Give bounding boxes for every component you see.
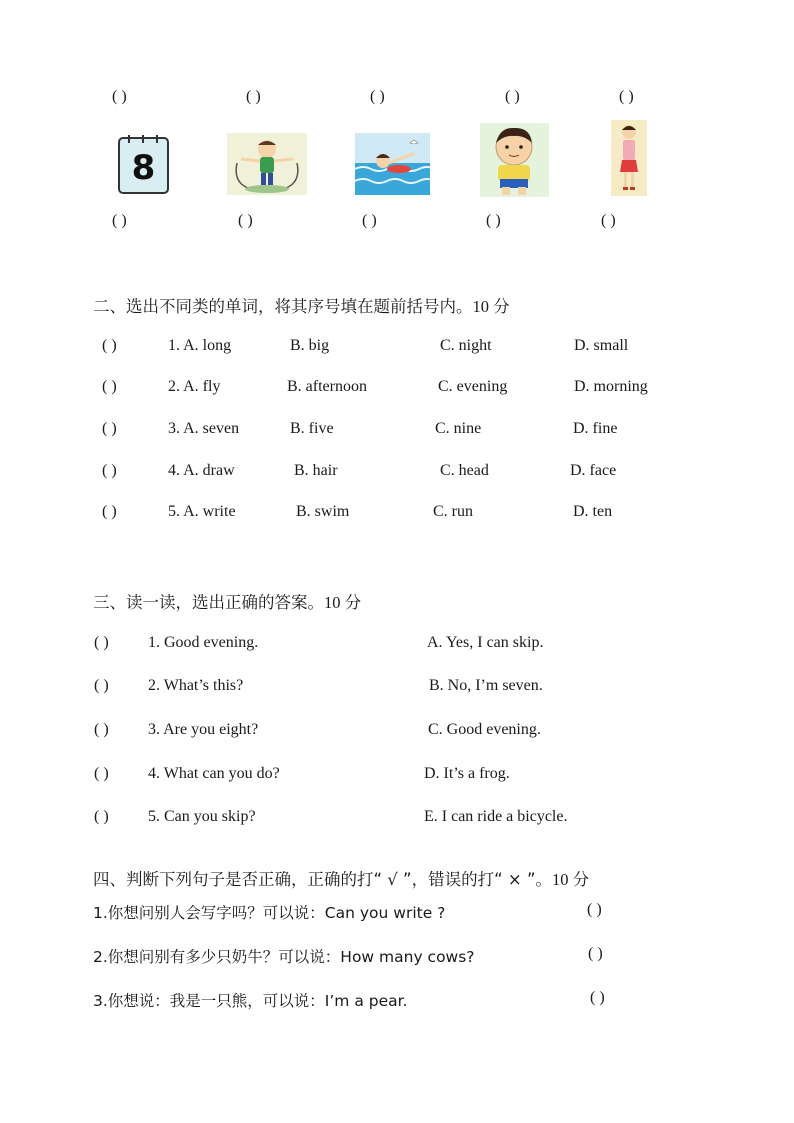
section-2-heading-text: 二、选出不同类的单词，将其序号填在题前括号内。 — [93, 297, 473, 316]
answer-paren[interactable]: ( ) — [94, 677, 109, 694]
option-d: D. ten — [573, 503, 613, 520]
answer-paren-top-1[interactable]: ( ) — [112, 88, 127, 105]
option-c: C. evening — [438, 378, 508, 395]
option-d: D. morning — [574, 378, 648, 395]
answer-paren[interactable]: ( ) — [590, 989, 605, 1006]
answer-paren-bottom-4[interactable]: ( ) — [486, 212, 501, 229]
option-b: B. afternoon — [287, 378, 367, 395]
answer-paren[interactable]: ( ) — [102, 420, 117, 437]
option-c: C. nine — [435, 420, 482, 437]
section-3-score: 10 分 — [324, 593, 362, 612]
answer-paren[interactable]: ( ) — [94, 808, 109, 825]
answer-paren[interactable]: ( ) — [102, 337, 117, 354]
girl-standing-picture — [611, 120, 647, 196]
answer-paren-top-3[interactable]: ( ) — [370, 88, 385, 105]
option-a: 2. A. fly — [168, 378, 221, 395]
statement-text: 1.你想问别人会写字吗？可以说：Can you write ? — [93, 904, 446, 922]
answer-paren[interactable]: ( ) — [94, 634, 109, 651]
section-4-heading-text: 四、判断下列句子是否正确，正确的打“ √ ”，错误的打“ × ”。 — [93, 870, 553, 889]
girl-swimming-picture — [355, 133, 430, 195]
question-text: 4. What can you do? — [148, 765, 280, 782]
option-a: 4. A. draw — [168, 462, 235, 479]
answer-option: B. No, I’m seven. — [429, 677, 543, 694]
option-b: B. hair — [294, 462, 338, 479]
option-d: D. fine — [573, 420, 618, 437]
question-text: 2. What’s this? — [148, 677, 244, 694]
answer-paren-bottom-1[interactable]: ( ) — [112, 212, 127, 229]
calendar-number: 8 — [131, 148, 156, 188]
boy-standing-picture — [480, 123, 549, 197]
question-text: 1. Good evening. — [148, 634, 259, 651]
answer-paren-top-2[interactable]: ( ) — [246, 88, 261, 105]
answer-paren-top-5[interactable]: ( ) — [619, 88, 634, 105]
option-b: B. swim — [296, 503, 350, 520]
calendar-eight-picture — [117, 133, 170, 195]
answer-paren-bottom-5[interactable]: ( ) — [601, 212, 616, 229]
option-d: D. face — [570, 462, 617, 479]
section-3-heading — [93, 589, 361, 613]
option-a: 3. A. seven — [168, 420, 240, 437]
answer-paren[interactable]: ( ) — [102, 462, 117, 479]
answer-paren-bottom-2[interactable]: ( ) — [238, 212, 253, 229]
section-4-heading — [93, 866, 589, 890]
option-c: C. run — [433, 503, 473, 520]
answer-paren[interactable]: ( ) — [587, 901, 602, 918]
option-b: B. five — [290, 420, 334, 437]
section-3-heading-text: 三、读一读，选出正确的答案。 — [93, 593, 324, 612]
section-2-score: 10 分 — [472, 297, 510, 316]
option-b: B. big — [290, 337, 330, 354]
answer-paren[interactable]: ( ) — [94, 721, 109, 738]
boy-skipping-picture — [227, 133, 307, 195]
question-text: 5. Can you skip? — [148, 808, 256, 825]
option-c: C. night — [440, 337, 492, 354]
answer-paren-bottom-3[interactable]: ( ) — [362, 212, 377, 229]
answer-option: E. I can ride a bicycle. — [424, 808, 568, 825]
statement-text: 3.你想说：我是一只熊，可以说：I’m a pear. — [93, 992, 408, 1010]
answer-option: A. Yes, I can skip. — [427, 634, 544, 651]
answer-paren[interactable]: ( ) — [588, 945, 603, 962]
section-4-score: 10 分 — [552, 870, 590, 889]
statement-text: 2.你想问别有多少只奶牛？可以说：How many cows? — [93, 948, 475, 966]
option-a: 1. A. long — [168, 337, 232, 354]
answer-paren-top-4[interactable]: ( ) — [505, 88, 520, 105]
section-2-heading — [93, 293, 510, 317]
answer-paren[interactable]: ( ) — [102, 503, 117, 520]
option-d: D. small — [574, 337, 629, 354]
answer-paren[interactable]: ( ) — [94, 765, 109, 782]
option-a: 5. A. write — [168, 503, 236, 520]
option-c: C. head — [440, 462, 489, 479]
answer-paren[interactable]: ( ) — [102, 378, 117, 395]
answer-option: D. It’s a frog. — [424, 765, 510, 782]
question-text: 3. Are you eight? — [148, 721, 259, 738]
answer-option: C. Good evening. — [428, 721, 541, 738]
